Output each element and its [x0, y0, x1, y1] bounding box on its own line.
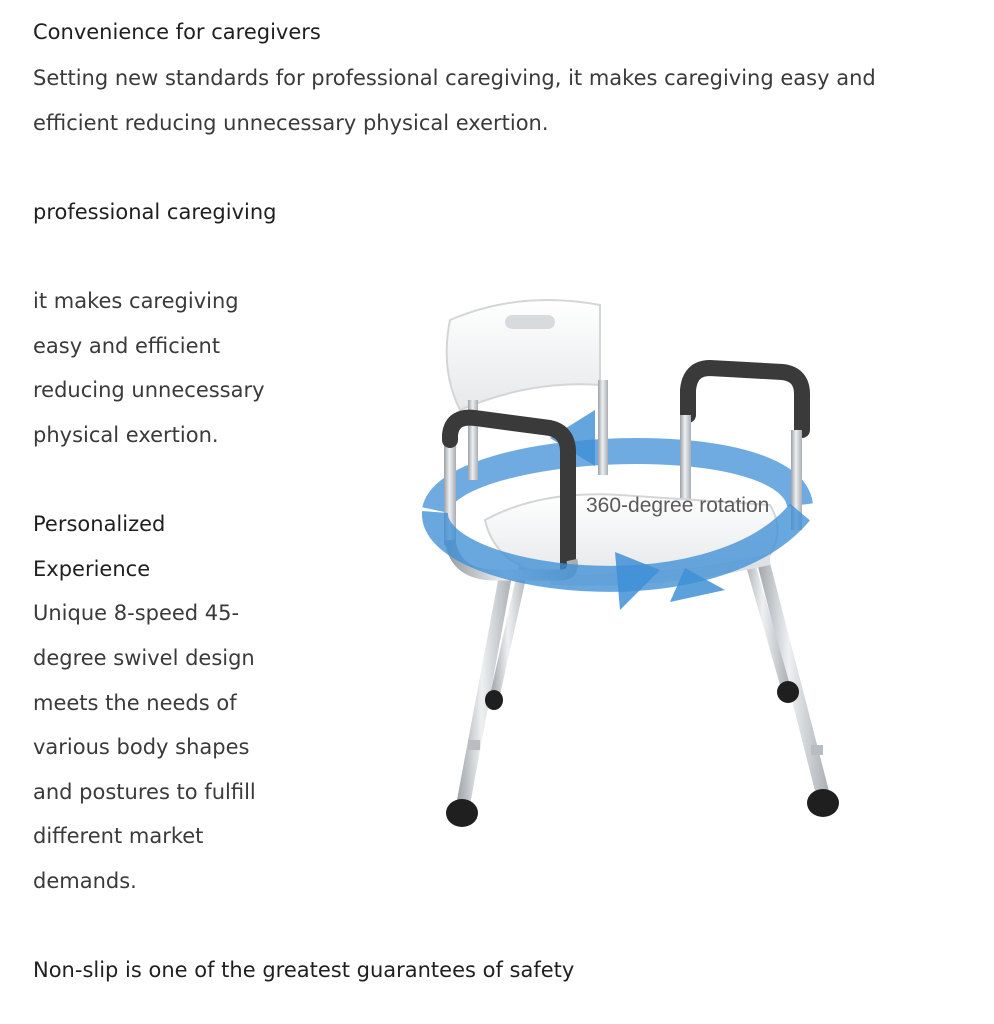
section-body-line: demands. [33, 869, 137, 893]
section-body-line: Setting new standards for professional caregiving, it makes caregiving easy and [33, 66, 876, 90]
section-body-line: different market [33, 824, 204, 848]
section-title-convenience: Convenience for caregivers [33, 20, 321, 44]
section-body-line: it makes caregiving [33, 289, 239, 313]
section-body-line: efficient reducing unnecessary physical exertion. [33, 111, 549, 135]
section-body-line: and postures to fulfill [33, 780, 256, 804]
section-body-line: physical exertion. [33, 423, 219, 447]
section-title-non-slip: Non-slip is one of the greatest guarantees of safety [33, 958, 575, 982]
section-title-personalized: Personalized [33, 512, 166, 536]
section-title-personalized: Experience [33, 557, 151, 581]
rotation-label: 360-degree rotation [586, 494, 770, 517]
section-body-line: Unique 8-speed 45- [33, 601, 240, 625]
section-body-line: degree swivel design [33, 646, 255, 670]
section-title-professional: professional caregiving [33, 200, 277, 224]
section-body-line: meets the needs of [33, 691, 237, 715]
shower-chair-image [410, 290, 880, 850]
section-body-line: reducing unnecessary [33, 378, 265, 402]
section-body-line: easy and efficient [33, 334, 221, 358]
section-body-line: various body shapes [33, 735, 250, 759]
